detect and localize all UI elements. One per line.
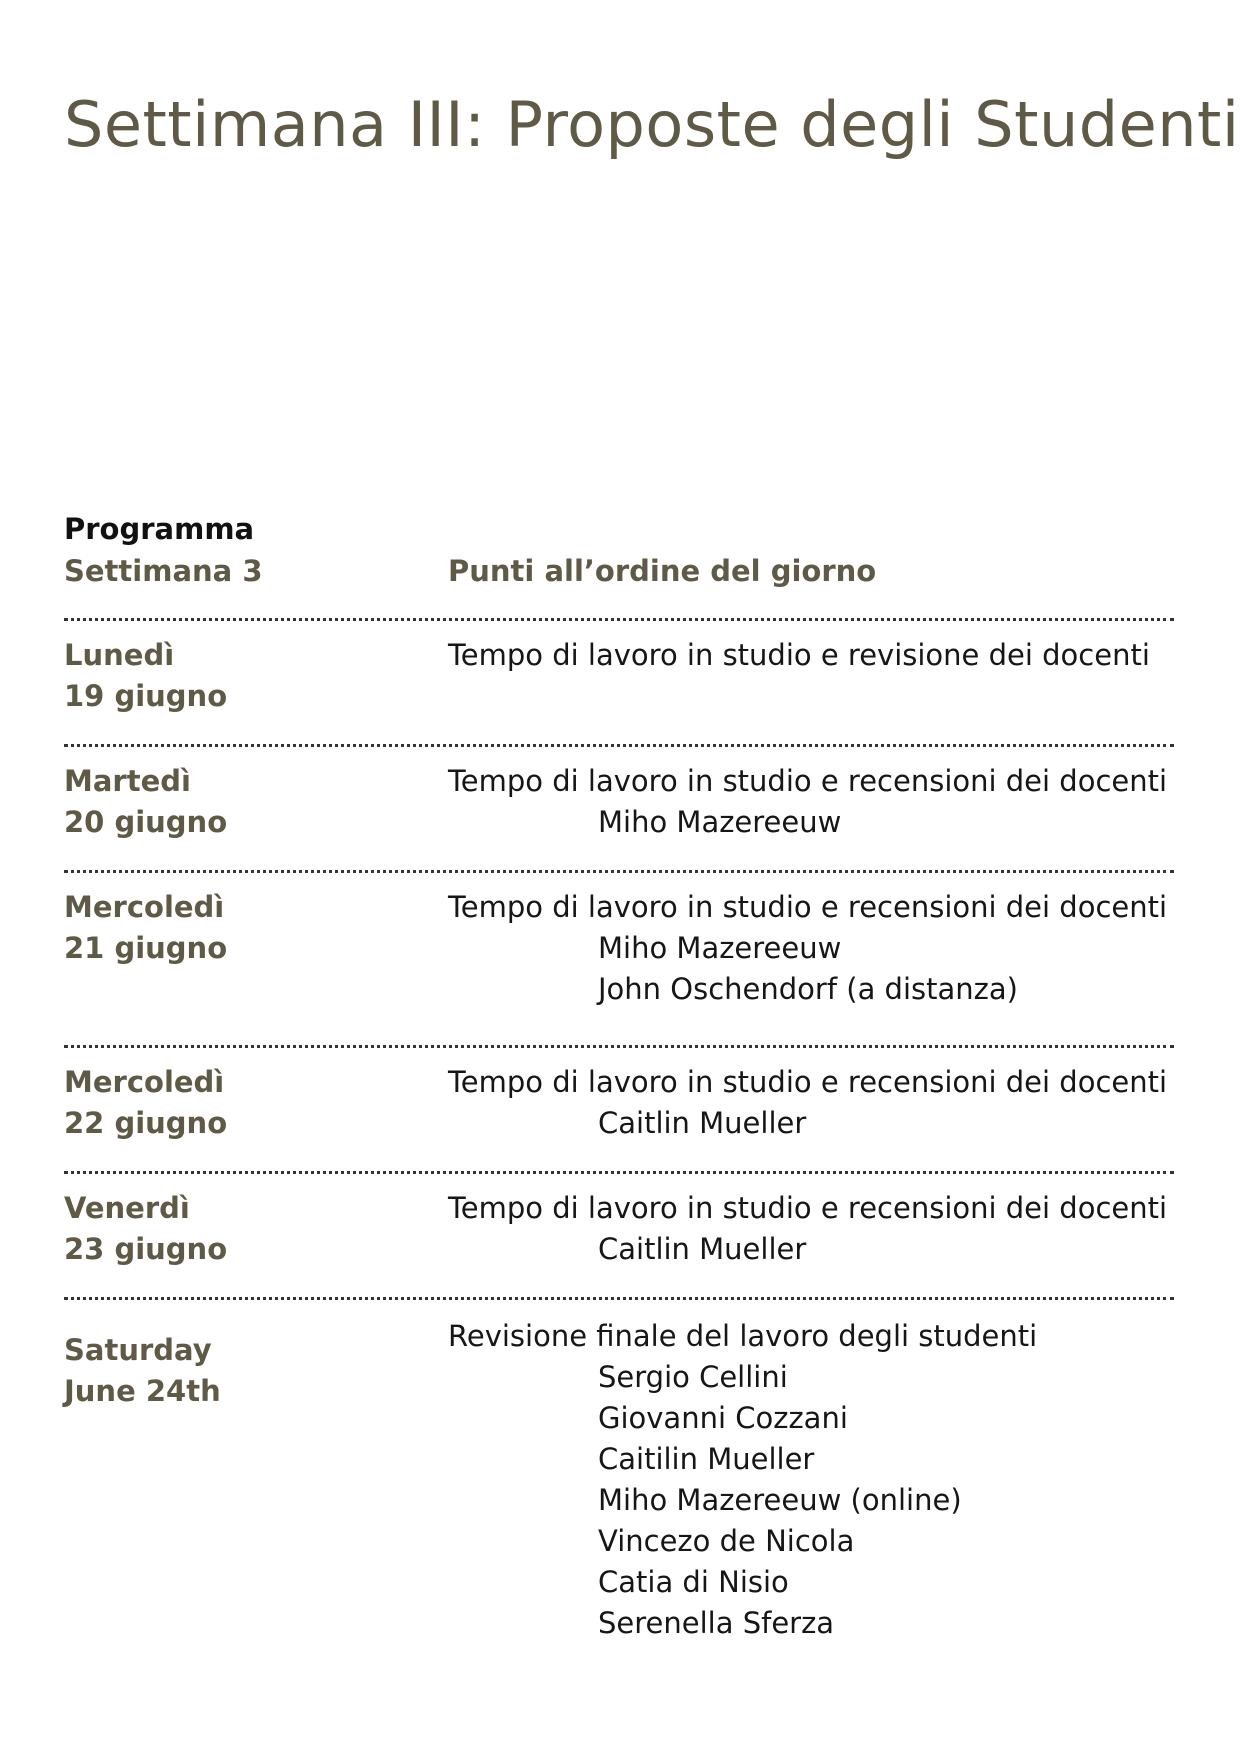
day-date: 21 giugno <box>64 931 228 965</box>
day-name: Mercoledì <box>64 1065 225 1099</box>
page-title: Settimana III: Proposte degli Studenti <box>64 88 1240 161</box>
reviewer-list <box>448 1103 1174 1144</box>
activity-text: Tempo di lavoro in studio e revisione dei docenti <box>448 638 1150 672</box>
activity-text: Tempo di lavoro in studio e recensioni dei docenti <box>448 890 1168 924</box>
day-date: 23 giugno <box>64 1232 228 1266</box>
day-date: 22 giugno <box>64 1106 228 1140</box>
day-name: Venerdì <box>64 1191 190 1225</box>
reviewer-name: Miho Mazereeuw (online) <box>598 1483 962 1517</box>
schedule-row <box>64 1300 1174 1644</box>
schedule-row <box>64 621 1174 744</box>
schedule-heading: Programma <box>64 512 255 546</box>
day-cell <box>64 887 448 1045</box>
reviewer-name: Caitlin Mueller <box>598 1232 807 1266</box>
agenda-cell <box>448 1062 1174 1171</box>
reviewer-list <box>448 1357 1174 1644</box>
reviewer-name: Serenella Sferza <box>598 1606 835 1640</box>
agenda-cell <box>448 761 1174 870</box>
agenda-cell <box>448 887 1174 1045</box>
reviewer-list <box>448 802 1174 843</box>
activity-text: Tempo di lavoro in studio e recensioni dei docenti <box>448 1191 1168 1225</box>
reviewer-name: Caitilin Mueller <box>598 1442 815 1476</box>
day-name: Lunedì <box>64 638 175 672</box>
activity-text: Revisione finale del lavoro degli studenti <box>448 1319 1038 1353</box>
week-column-header: Settimana 3 <box>64 554 263 588</box>
schedule-table <box>64 508 1174 1644</box>
reviewer-name: Catia di Nisio <box>598 1565 789 1599</box>
schedule-row <box>64 873 1174 1045</box>
reviewer-name: Miho Mazereeuw <box>598 805 842 839</box>
activity-text: Tempo di lavoro in studio e recensioni dei docenti <box>448 1065 1168 1099</box>
reviewer-list <box>448 928 1174 1010</box>
day-cell <box>64 761 448 870</box>
schedule-header-row <box>64 550 1174 592</box>
day-cell <box>64 1316 448 1644</box>
day-name: Saturday <box>64 1333 212 1367</box>
agenda-cell <box>448 1188 1174 1297</box>
schedule-row <box>64 1174 1174 1297</box>
reviewer-name: Giovanni Cozzani <box>598 1401 848 1435</box>
day-name: Mercoledì <box>64 890 225 924</box>
day-cell <box>64 1188 448 1297</box>
agenda-column-header: Punti all’ordine del giorno <box>448 554 877 588</box>
reviewer-name: John Oschendorf (a distanza) <box>598 972 1018 1006</box>
schedule-row <box>64 747 1174 870</box>
agenda-cell <box>448 1316 1174 1644</box>
day-date: 20 giugno <box>64 805 228 839</box>
activity-text: Tempo di lavoro in studio e recensioni dei docenti <box>448 764 1168 798</box>
day-date: June 24th <box>64 1374 221 1408</box>
schedule-row <box>64 1048 1174 1171</box>
reviewer-name: Sergio Cellini <box>598 1360 788 1394</box>
reviewer-list <box>448 1229 1174 1270</box>
reviewer-name: Vincezo de Nicola <box>598 1524 855 1558</box>
day-date: 19 giugno <box>64 679 228 713</box>
reviewer-name: Caitlin Mueller <box>598 1106 807 1140</box>
reviewer-name: Miho Mazereeuw <box>598 931 842 965</box>
day-cell <box>64 635 448 744</box>
day-cell <box>64 1062 448 1171</box>
day-name: Martedì <box>64 764 191 798</box>
agenda-cell <box>448 635 1174 744</box>
